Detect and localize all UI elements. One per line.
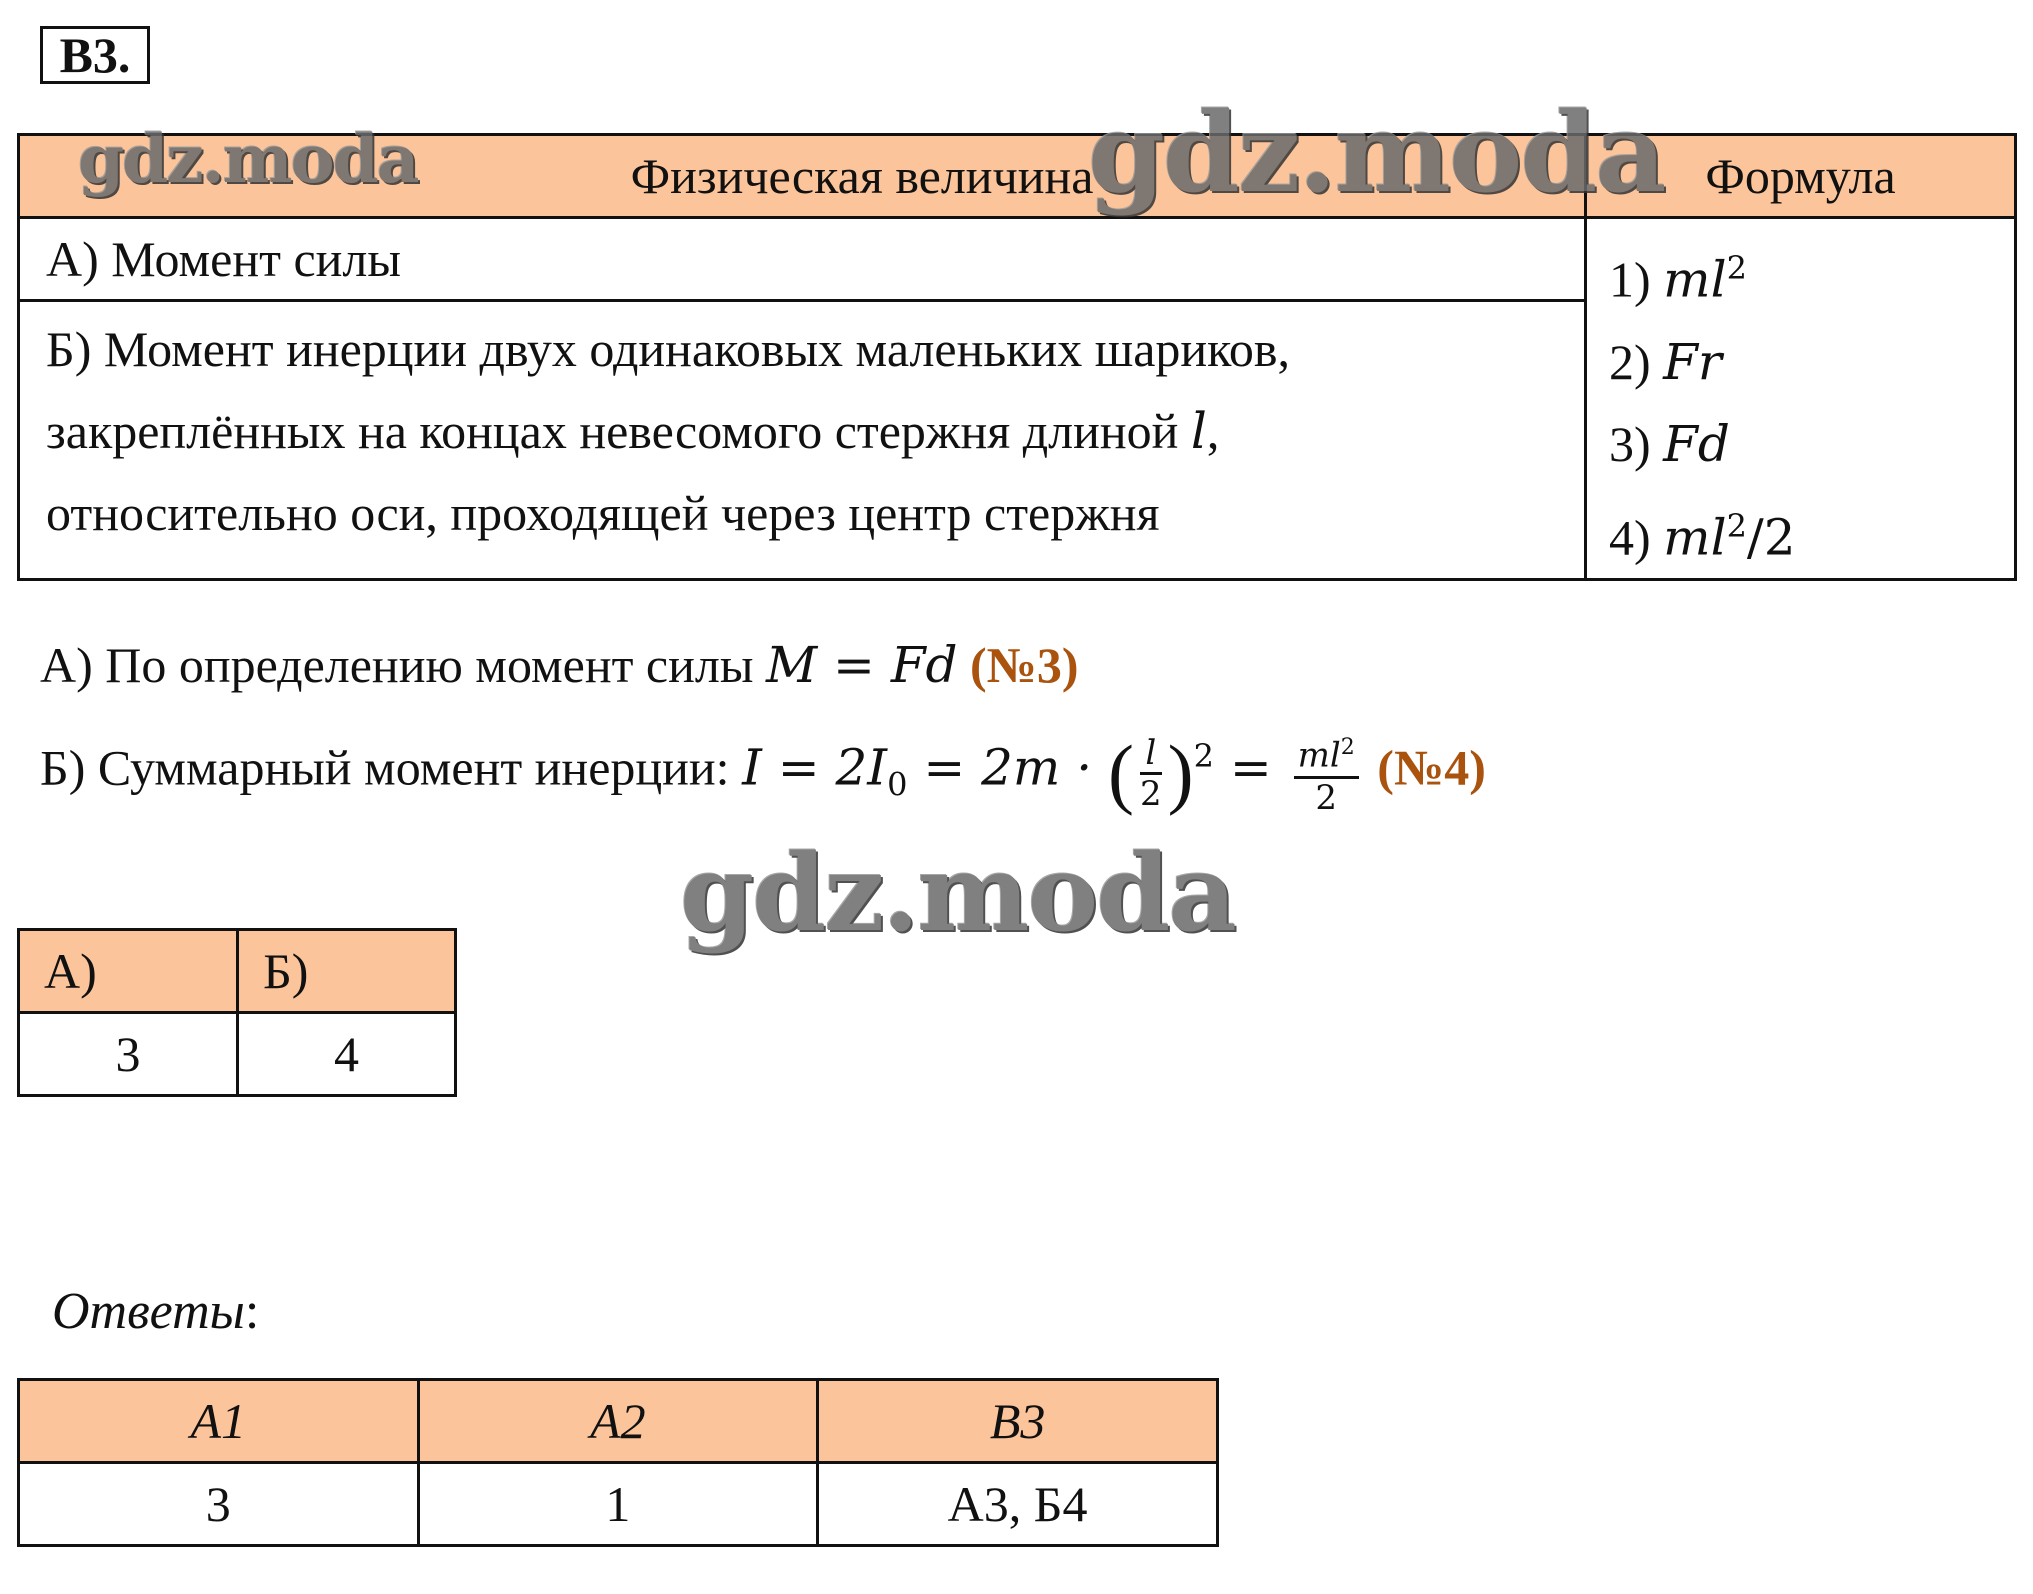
quantity-a: А) Момент силы: [19, 218, 1586, 301]
header-formula: Формула: [1586, 135, 2016, 218]
answers-header-a2: A2: [418, 1380, 818, 1463]
formula-item-2: 2) Fr: [1609, 332, 1722, 391]
watermark-logo: gdz.moda: [680, 830, 1235, 955]
solution-b: Б) Суммарный момент инерции: $I = 2I_0 = 2m$ · ( $\frac{l}{2}$ )$^2$ = $\frac{ml^2}{2}$ (№4): [40, 729, 1486, 818]
answers-value-b3: А3, Б4: [818, 1463, 1218, 1546]
match-value-a: 3: [19, 1013, 238, 1096]
formula-list: [1586, 218, 2016, 580]
formula-item-1: 1) $ml^2$: [1609, 249, 1747, 309]
match-header-b: Б): [238, 930, 456, 1013]
answers-header-a1: A1: [19, 1380, 419, 1463]
header-quantity: Физическая величина: [19, 135, 1586, 218]
watermark-logo: gdz.moda: [1088, 88, 1665, 217]
answers-value-a2: 1: [418, 1463, 818, 1546]
match-header-a: А): [19, 930, 238, 1013]
solution-a: А) По определению момент силы M = Fd (№3): [40, 636, 1079, 694]
formula-item-4: 4) $ml^2/2$: [1609, 506, 1796, 567]
fraction-result: $\frac{ml^2}{2}$: [1294, 729, 1359, 816]
match-value-b: 4: [238, 1013, 456, 1096]
answers-label: Ответы:: [52, 1283, 260, 1340]
quantity-b: [19, 301, 1586, 580]
match-answer-table: [17, 928, 457, 1097]
watermark-logo: gdz.moda: [78, 120, 418, 198]
quantity-b-line2: закреплённых на концах невесомого стержня длиной l,: [46, 402, 1220, 460]
answers-header-b3: B3: [818, 1380, 1218, 1463]
answer-ref-b: (№4): [1377, 739, 1486, 796]
answers-value-a1: 3: [19, 1463, 419, 1546]
matching-table: [17, 133, 2017, 581]
fraction-l-over-2: $\frac{l}{2}$: [1140, 732, 1162, 814]
answer-ref-a: (№3): [970, 637, 1079, 693]
answers-table: [17, 1378, 1219, 1547]
quantity-b-line1: Б) Момент инерции двух одинаковых маленьких шариков,: [46, 321, 1291, 377]
quantity-b-line3: относительно оси, проходящей через центр стержня: [46, 485, 1160, 541]
formula-item-3: 3) Fd: [1609, 414, 1730, 473]
task-number-badge: B3.: [40, 26, 150, 84]
